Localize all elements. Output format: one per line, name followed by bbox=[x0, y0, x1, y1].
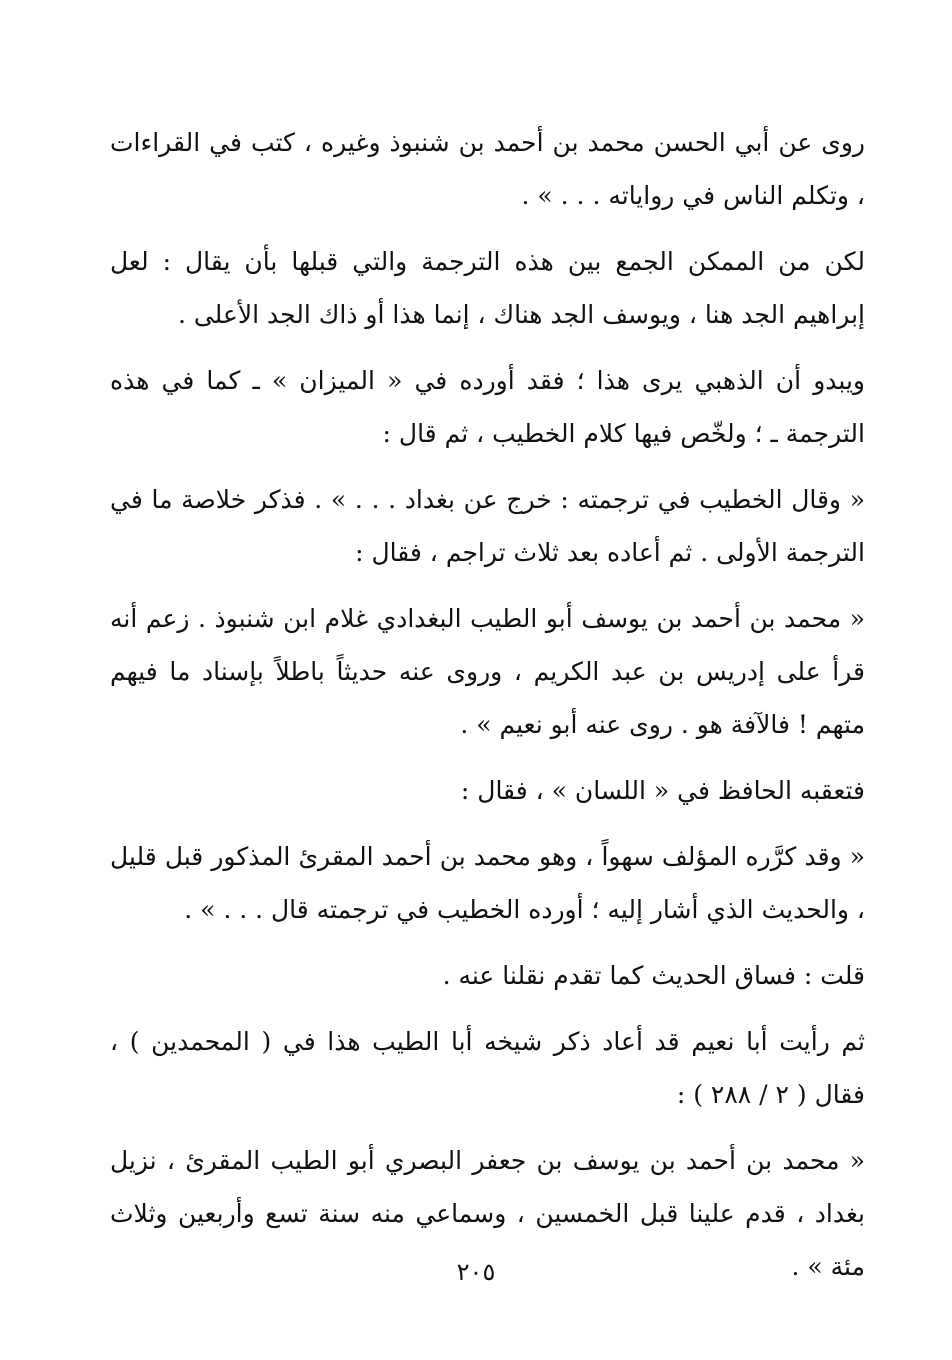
paragraph-2: لكن من الممكن الجمع بين هذه الترجمة والتي قبلها بأن يقال : لعل إبراهيم الجد هنا ، ويوسف الجد هناك ، إنما هذا أو ذاك الجد الأعلى . bbox=[110, 247, 865, 329]
paragraph-10: « محمد بن أحمد بن يوسف بن جعفر البصري أبو الطيب المقرئ ، نزيل بغداد ، قدم علينا قبل الخمسين ، وسماعي منه سنة تسع وأربعين وثلاث مئة » . bbox=[110, 1146, 865, 1281]
paragraph-4: « وقال الخطيب في ترجمته : خرج عن بغداد . . . » . فذكر خلاصة ما في الترجمة الأولى . ثم أعاده بعد ثلاث تراجم ، فقال : bbox=[110, 485, 865, 567]
body-text bbox=[110, 116, 865, 1306]
paragraph-7: « وقد كرَّره المؤلف سهواً ، وهو محمد بن أحمد المقرئ المذكور قبل قليل ، والحديث الذي أشار إليه ؛ أورده الخطيب في ترجمته قال . . . » . bbox=[110, 842, 865, 924]
paragraph-1: روى عن أبي الحسن محمد بن أحمد بن شنبوذ وغيره ، كتب في القراءات ، وتكلم الناس في رواياته . . . » . bbox=[110, 128, 865, 210]
paragraph-9: ثم رأيت أبا نعيم قد أعاد ذكر شيخه أبا الطيب هذا في ( المحمدين ) ، فقال ( ٢ / ٢٨٨ ) : bbox=[110, 1027, 865, 1109]
paragraph-6: فتعقبه الحافظ في « اللسان » ، فقال : bbox=[460, 776, 865, 805]
paragraph-5: « محمد بن أحمد بن يوسف أبو الطيب البغدادي غلام ابن شنبوذ . زعم أنه قرأ على إدريس بن عبد الكريم ، وروى عنه حديثاً باطلاً بإسناد ما فيهم متهم ! فالآفة هو . روى عنه أبو نعيم » . bbox=[110, 604, 865, 739]
paragraph-3: ويبدو أن الذهبي يرى هذا ؛ فقد أورده في « الميزان » ـ كما في هذه الترجمة ـ ؛ ولخّص فيها كلام الخطيب ، ثم قال : bbox=[110, 366, 865, 448]
paragraph-8: قلت : فساق الحديث كما تقدم نقلنا عنه . bbox=[442, 961, 865, 990]
page-number: ٢٠٥ bbox=[456, 1258, 496, 1286]
